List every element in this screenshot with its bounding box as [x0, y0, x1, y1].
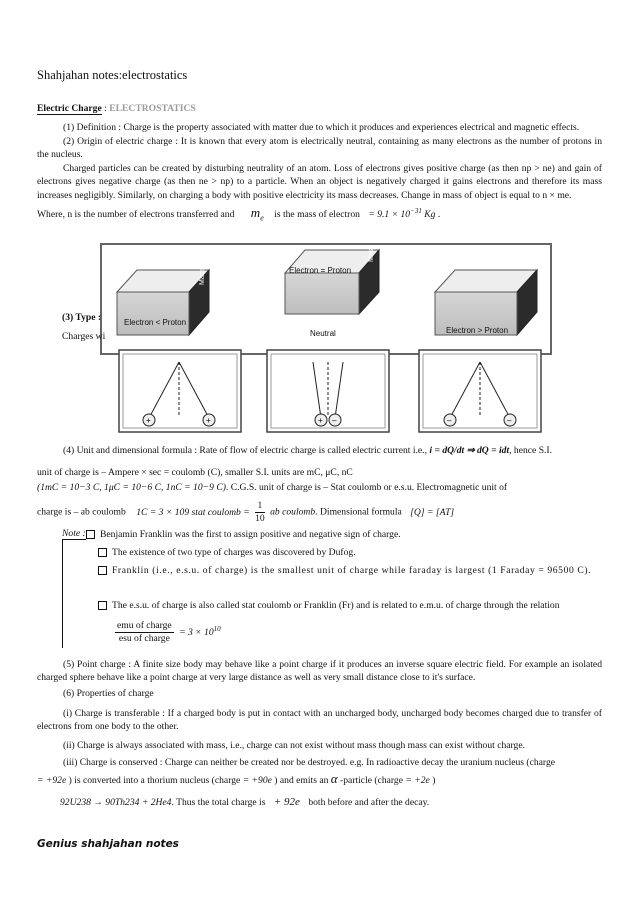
- pendulum-panel-repel-positive: [119, 350, 241, 432]
- checkbox-icon: [98, 566, 107, 575]
- section-heading: Electric Charge : ELECTROSTATICS: [37, 103, 196, 114]
- submultiples-line: (1mC = 10−3 C, 1μC = 10−6 C, 1nC = 10−9 C). C.G.S. unit of charge is – Stat coulomb or e.s.u. Electromagnetic unit of: [37, 482, 508, 493]
- checkbox-icon: [98, 601, 107, 610]
- type-rest: Charges wi: [62, 331, 106, 342]
- neutral-label: Neutral: [310, 329, 336, 338]
- box1-label: Electron < Proton: [124, 318, 187, 327]
- plus-sign-right: +: [206, 416, 211, 425]
- note-item-3: Franklin (i.e., e.s.u. of charge) is the smallest unit of charge while faraday is largest (1 Faraday = 96500 C).: [98, 564, 602, 577]
- ab-coulomb-line: charge is – ab coulomb 1C = 3 × 109 stat coulomb = $\frac{1}{10}$ ab coulomb. Dimensional formula [Q] = [AT]: [37, 500, 455, 524]
- box2-side-label: Mass M: [368, 237, 375, 262]
- mass-paragraph: (ii) Charge is always associated with mass, i.e., charge can not exist without mass though mass can exist without charge.: [63, 740, 526, 751]
- note-item-2: The existence of two type of charges was discovered by Dufog.: [98, 546, 602, 559]
- box3-label: Electron > Proton: [446, 326, 509, 335]
- definition-paragraph: (1) Definition : Charge is the property associated with matter due to which it produces and experiences electrical and magnetic effects.: [63, 122, 580, 133]
- conserved-continuation: = +92e ) is converted into a thorium nucleus (charge = +90e ) and emits an α -particle (charge = +2e ): [37, 771, 436, 786]
- plus-sign-attract: +: [318, 416, 323, 425]
- origin-paragraph: (2) Origin of electric charge : It is known that every atom is electrically neutral, containing as many electrons as the number of protons in the nucleus.: [37, 136, 602, 161]
- transferable-paragraph: (i) Charge is transferable : If a charged body is put in contact with an uncharged body, uncharged body becomes charged due to transfer of electrons from one body to the other.: [37, 708, 602, 733]
- checkbox-icon: [98, 548, 107, 557]
- section-label: Electric Charge: [37, 103, 102, 114]
- note-item-4: The e.s.u. of charge is also called stat coulomb or Franklin (Fr) and is related to e.m.u. of charge through the relation: [98, 599, 602, 612]
- si-units-line: unit of charge is – Ampere × sec = coulomb (C), smaller S.I. units are mC, μC, nC: [37, 467, 353, 478]
- section-subtitle: ELECTROSTATICS: [109, 103, 196, 114]
- page-title: Shahjahan notes:electrostatics: [37, 68, 188, 82]
- checkbox-icon: [86, 530, 95, 539]
- type-label: (3) Type :: [62, 312, 102, 323]
- unit-paragraph: (4) Unit and dimensional formula : Rate of flow of electric charge is called electric current i.e., i = dQ/dt ⇒ dQ = idt, hence S.I.: [63, 445, 553, 456]
- minus-sign-right: –: [507, 416, 512, 425]
- electron-mass-line: Where, n is the number of electrons transferred and $m_e$ is the mass of electron = $9.1 \times 10^{-31}$ Kg .: [37, 205, 441, 223]
- emu-esu-relation: $\frac{\text{emu of charge}}{\text{esu of charge}}$ = $3 \times 10^{10}$: [117, 620, 221, 644]
- note-rule: [62, 540, 63, 648]
- footer: Genius shahjahan notes: [37, 838, 179, 850]
- decay-equation: 92U238 → 90Th234 + 2He4. Thus the total charge is + 92e both before and after the decay.: [60, 796, 430, 808]
- properties-heading: (6) Properties of charge: [63, 688, 154, 699]
- plus-sign-left: +: [146, 416, 151, 425]
- pendulum-panel-attract: [267, 350, 389, 432]
- pendulum-panel-repel-negative: [419, 350, 541, 432]
- point-charge-paragraph: (5) Point charge : A finite size body may behave like a point charge if it produces an inverse square electric field. For example an isolated charged sphere behave like a point charge at very large distance as well as very small distance close to it's surface.: [37, 659, 602, 684]
- charged-particles-paragraph: Charged particles can be created by disturbing neutrality of an atom. Loss of electrons gives positive charge (as then np > ne) and gain of electrons gives negative charge (as then ne > np) to a particle. When an object is negatively charged it gains electrons and therefore its mass increases negligibly. Similarly, on charging a body with positive electricity its mass decreases. Change in mass of object is equal to n × me.: [37, 163, 602, 201]
- box-electron-equal: [285, 250, 379, 314]
- box2-label: Electron = Proton: [289, 266, 352, 275]
- conserved-paragraph: (iii) Charge is conserved : Charge can neither be created nor be destroyed. e.g. In radioactive decay the uranium nucleus (charge: [63, 757, 556, 768]
- box1-side-label: Mass M': [199, 259, 206, 285]
- note-label: Note :: [62, 528, 86, 539]
- minus-sign-left: –: [447, 416, 452, 425]
- minus-sign-attract: –: [332, 416, 337, 425]
- note-item-1: Benjamin Franklin was the first to assign positive and negative sign of charge.: [86, 528, 602, 541]
